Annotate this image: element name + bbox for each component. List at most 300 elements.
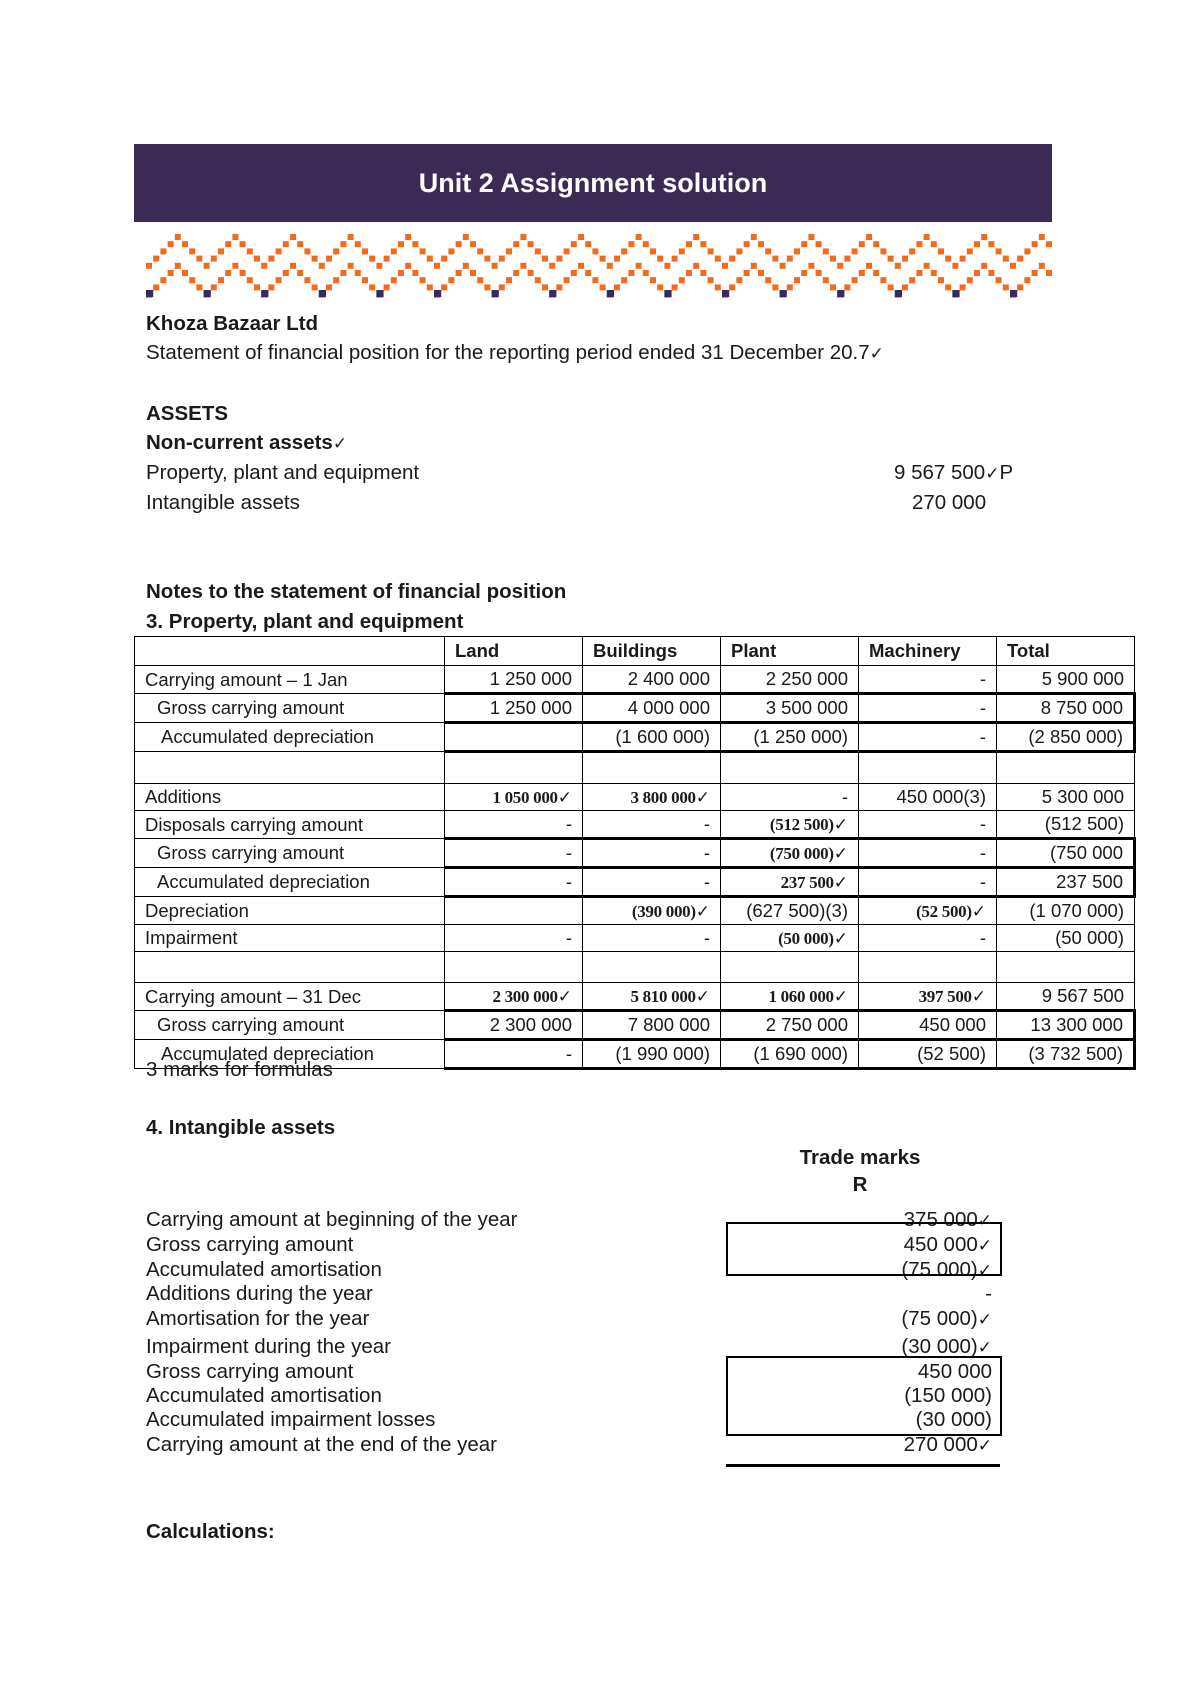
table-cell <box>859 952 997 983</box>
table-cell: (1 070 000) <box>997 897 1135 925</box>
pattern-square <box>153 256 159 262</box>
table-cell: - <box>583 925 721 952</box>
pattern-square <box>902 256 908 262</box>
table-cell: (1 690 000) <box>721 1040 859 1069</box>
pattern-dot <box>780 290 787 297</box>
intangible-row-value: (75 000)✓ <box>901 1258 992 1281</box>
pattern-square <box>326 284 332 290</box>
pattern-square <box>348 263 354 269</box>
pattern-dot <box>434 290 441 297</box>
tick-icon: ✓ <box>977 1338 992 1358</box>
row-label: Gross carrying amount <box>135 839 445 868</box>
pattern-square <box>427 284 433 290</box>
pattern-square <box>196 284 202 290</box>
intangible-row-value: (30 000) <box>915 1408 992 1431</box>
ppe-header-cell: Buildings <box>583 637 721 666</box>
pattern-square <box>276 277 282 283</box>
pattern-square <box>1039 234 1045 240</box>
pattern-square <box>852 248 858 254</box>
pattern-square <box>196 256 202 262</box>
pattern-square <box>470 241 476 247</box>
table-cell: 5 300 000 <box>997 784 1135 811</box>
pattern-square <box>146 263 152 269</box>
pattern-dot <box>146 290 153 297</box>
table-cell: - <box>859 839 997 868</box>
pattern-square <box>355 241 361 247</box>
pattern-square <box>571 241 577 247</box>
pattern-square <box>859 270 865 276</box>
pattern-square <box>340 270 346 276</box>
pattern-square <box>1003 256 1009 262</box>
pattern-square <box>384 256 390 262</box>
pattern-square <box>405 234 411 240</box>
tick-icon: ✓ <box>332 434 348 454</box>
table-cell: (750 000 <box>997 839 1135 868</box>
pattern-square <box>340 241 346 247</box>
table-cell: 1 250 000 <box>445 666 583 694</box>
pattern-square <box>686 241 692 247</box>
pattern-square <box>556 284 562 290</box>
pattern-square <box>628 270 634 276</box>
pattern-square <box>924 263 930 269</box>
pattern-square <box>592 277 598 283</box>
pattern-square <box>607 263 613 269</box>
table-cell <box>721 952 859 983</box>
pattern-square <box>708 277 714 283</box>
pattern-square <box>801 241 807 247</box>
ppe-header-cell: Machinery <box>859 637 997 666</box>
pattern-square <box>1032 241 1038 247</box>
pattern-square <box>751 263 757 269</box>
tick-icon: ✓ <box>557 787 572 808</box>
pattern-square <box>592 248 598 254</box>
table-cell <box>997 952 1135 983</box>
intangible-row-label: Accumulated amortisation <box>146 1258 382 1281</box>
intangible-row-value: 450 000✓ <box>903 1233 992 1256</box>
pattern-square <box>938 277 944 283</box>
trademarks-unit: R <box>852 1173 868 1196</box>
table-cell: - <box>859 666 997 694</box>
intangible-row-label: Gross carrying amount <box>146 1233 354 1256</box>
pattern-square <box>232 263 238 269</box>
pattern-dot <box>549 290 556 297</box>
intangible-row-label: Accumulated impairment losses <box>146 1408 436 1431</box>
pattern-square <box>643 270 649 276</box>
pattern-square <box>420 277 426 283</box>
pattern-square <box>369 284 375 290</box>
intangible-row-label: Carrying amount at the end of the year <box>146 1433 497 1456</box>
pattern-square <box>952 263 958 269</box>
row-label <box>135 752 445 784</box>
pattern-square <box>204 263 210 269</box>
pattern-square <box>420 248 426 254</box>
intangible-row-value: (30 000)✓ <box>901 1335 992 1358</box>
pattern-square <box>780 263 786 269</box>
pattern-square <box>427 256 433 262</box>
table-cell: 3 500 000 <box>721 694 859 723</box>
pattern-square <box>873 241 879 247</box>
pattern-dot <box>492 290 499 297</box>
pattern-square <box>736 277 742 283</box>
table-cell <box>721 752 859 784</box>
intangible-row-label: Gross carrying amount <box>146 1360 354 1383</box>
pattern-square <box>744 270 750 276</box>
tick-icon: ✓ <box>833 986 848 1007</box>
pattern-square <box>830 284 836 290</box>
pattern-square <box>348 234 354 240</box>
pattern-square <box>312 256 318 262</box>
pattern-square <box>657 256 663 262</box>
pattern-square <box>600 256 606 262</box>
pattern-square <box>160 277 166 283</box>
pattern-square <box>729 284 735 290</box>
pattern-square <box>434 263 440 269</box>
opening-breakdown-box <box>726 1222 1002 1276</box>
table-row <box>135 868 1135 897</box>
row-label: Gross carrying amount <box>135 1011 445 1040</box>
pattern-square <box>520 234 526 240</box>
pattern-dot <box>895 290 902 297</box>
pattern-square <box>873 270 879 276</box>
table-cell: - <box>859 868 997 897</box>
pattern-square <box>484 284 490 290</box>
pattern-square <box>816 270 822 276</box>
pattern-square <box>938 248 944 254</box>
pattern-square <box>160 248 166 254</box>
pattern-square <box>787 284 793 290</box>
pattern-square <box>268 284 274 290</box>
pattern-square <box>398 270 404 276</box>
pattern-square <box>391 248 397 254</box>
pattern-square <box>168 270 174 276</box>
tick-icon: ✓ <box>833 843 848 864</box>
intangible-label: Intangible assets <box>146 491 300 514</box>
pattern-square <box>981 263 987 269</box>
pattern-dot <box>1010 290 1017 297</box>
row-label <box>135 952 445 983</box>
table-cell: 450 000(3) <box>859 784 997 811</box>
pattern-square <box>448 248 454 254</box>
pattern-square <box>506 277 512 283</box>
pattern-square <box>866 234 872 240</box>
pattern-square <box>412 270 418 276</box>
table-cell: (1 990 000) <box>583 1040 721 1069</box>
table-cell: - <box>445 868 583 897</box>
ppe-label: Property, plant and equipment <box>146 461 420 484</box>
pattern-square <box>672 256 678 262</box>
pattern-square <box>448 277 454 283</box>
pattern-square <box>535 248 541 254</box>
table-cell: 9 567 500 <box>997 983 1135 1011</box>
pattern-square <box>880 277 886 283</box>
intangible-heading: 4. Intangible assets <box>146 1116 336 1139</box>
pattern-square <box>283 241 289 247</box>
pattern-square <box>974 270 980 276</box>
row-label: Accumulated depreciation <box>135 723 445 752</box>
pattern-dot <box>952 290 959 297</box>
table-cell <box>445 752 583 784</box>
pattern-square <box>693 263 699 269</box>
pattern-square <box>362 248 368 254</box>
table-cell: - <box>583 839 721 868</box>
pattern-square <box>463 263 469 269</box>
table-cell: - <box>859 811 997 839</box>
pattern-square <box>456 241 462 247</box>
table-cell: 2 250 000 <box>721 666 859 694</box>
table-row <box>135 897 1135 925</box>
tick-icon: ✓ <box>695 787 710 808</box>
pattern-square <box>916 270 922 276</box>
pattern-square <box>787 256 793 262</box>
tick-icon: ✓ <box>977 1261 992 1281</box>
pattern-square <box>175 234 181 240</box>
noncurrent-heading: Non-current assets✓ <box>146 431 348 454</box>
pattern-square <box>290 263 296 269</box>
pattern-square <box>801 270 807 276</box>
pattern-square <box>967 277 973 283</box>
row-label: Disposals carrying amount <box>135 811 445 839</box>
tick-icon: ✓ <box>695 901 710 922</box>
pattern-square <box>960 284 966 290</box>
intangible-row-value: 375 000✓ <box>903 1208 992 1231</box>
table-row <box>135 723 1135 752</box>
table-cell: (390 000)✓ <box>583 897 721 925</box>
table-row <box>135 811 1135 839</box>
table-cell: - <box>583 868 721 897</box>
pattern-square <box>391 277 397 283</box>
pattern-square <box>895 263 901 269</box>
pattern-square <box>477 248 483 254</box>
table-cell: (50 000) <box>997 925 1135 952</box>
pattern-square <box>823 277 829 283</box>
table-cell <box>997 752 1135 784</box>
total-underline <box>726 1464 1000 1467</box>
table-cell <box>445 723 583 752</box>
pattern-square <box>225 270 231 276</box>
table-row <box>135 1011 1135 1040</box>
table-row <box>135 925 1135 952</box>
pattern-square <box>571 270 577 276</box>
pattern-square <box>830 256 836 262</box>
pattern-square <box>564 277 570 283</box>
intangible-row-value: - <box>985 1282 992 1305</box>
pattern-square <box>369 256 375 262</box>
pattern-square <box>700 270 706 276</box>
pattern-square <box>888 256 894 262</box>
row-label: Carrying amount – 1 Jan <box>135 666 445 694</box>
row-label: Impairment <box>135 925 445 952</box>
pattern-square <box>924 234 930 240</box>
pattern-square <box>967 248 973 254</box>
pattern-square <box>916 241 922 247</box>
pattern-square <box>585 270 591 276</box>
table-row <box>135 694 1135 723</box>
intangible-value: 270 000 <box>912 491 987 514</box>
pattern-square <box>261 263 267 269</box>
pattern-square <box>643 241 649 247</box>
tick-icon: ✓ <box>971 901 986 922</box>
calculations-heading: Calculations: <box>146 1520 275 1543</box>
pattern-square <box>722 263 728 269</box>
pattern-square <box>794 248 800 254</box>
row-label: Carrying amount – 31 Dec <box>135 983 445 1011</box>
pattern-square <box>240 270 246 276</box>
tick-icon: ✓ <box>977 1436 992 1456</box>
pattern-square <box>276 248 282 254</box>
pattern-square <box>664 263 670 269</box>
pattern-square <box>333 248 339 254</box>
table-cell: 8 750 000 <box>997 694 1135 723</box>
zigzag-pattern <box>146 232 1052 302</box>
pattern-square <box>405 263 411 269</box>
table-cell: 1 050 000✓ <box>445 784 583 811</box>
table-cell: (512 500)✓ <box>721 811 859 839</box>
table-cell: 450 000 <box>859 1011 997 1040</box>
pattern-square <box>456 270 462 276</box>
table-cell: 397 500✓ <box>859 983 997 1011</box>
table-cell: 2 300 000 <box>445 1011 583 1040</box>
pattern-square <box>744 241 750 247</box>
pattern-dot <box>319 290 326 297</box>
table-cell: (3 732 500) <box>997 1040 1135 1069</box>
pattern-square <box>326 256 332 262</box>
table-cell <box>583 752 721 784</box>
pattern-dot <box>664 290 671 297</box>
table-cell: (52 500)✓ <box>859 897 997 925</box>
pattern-square <box>981 234 987 240</box>
ppe-note-heading: 3. Property, plant and equipment <box>146 610 464 633</box>
table-row <box>135 666 1135 694</box>
table-cell: 13 300 000 <box>997 1011 1135 1040</box>
pattern-square <box>621 248 627 254</box>
table-cell <box>445 897 583 925</box>
table-cell: - <box>859 694 997 723</box>
pattern-square <box>463 234 469 240</box>
table-cell <box>583 952 721 983</box>
pattern-square <box>232 234 238 240</box>
pattern-square <box>528 270 534 276</box>
intangible-row-value: (75 000)✓ <box>901 1307 992 1330</box>
pattern-square <box>758 241 764 247</box>
pattern-square <box>1032 270 1038 276</box>
tick-icon: ✓ <box>971 986 986 1007</box>
pattern-square <box>312 284 318 290</box>
pattern-dot <box>607 290 614 297</box>
pattern-square <box>218 277 224 283</box>
pattern-square <box>585 241 591 247</box>
pattern-dot <box>722 290 729 297</box>
pattern-square <box>189 277 195 283</box>
intangible-row-label: Amortisation for the year <box>146 1307 370 1330</box>
table-cell: (1 600 000) <box>583 723 721 752</box>
table-cell: - <box>583 811 721 839</box>
pattern-square <box>578 263 584 269</box>
pattern-square <box>168 241 174 247</box>
tick-icon: ✓ <box>833 872 848 893</box>
pattern-square <box>499 284 505 290</box>
pattern-square <box>333 277 339 283</box>
tick-icon: ✓ <box>833 814 848 835</box>
pattern-square <box>304 248 310 254</box>
pattern-dot <box>376 290 383 297</box>
table-cell: - <box>859 925 997 952</box>
pattern-square <box>535 277 541 283</box>
pattern-square <box>621 277 627 283</box>
table-cell: - <box>721 784 859 811</box>
pattern-square <box>542 256 548 262</box>
table-cell: (512 500) <box>997 811 1135 839</box>
pattern-square <box>636 263 642 269</box>
pattern-square <box>182 270 188 276</box>
pattern-square <box>715 256 721 262</box>
table-cell: 2 400 000 <box>583 666 721 694</box>
pattern-square <box>816 241 822 247</box>
pattern-square <box>175 263 181 269</box>
pattern-square <box>211 256 217 262</box>
pattern-square <box>499 256 505 262</box>
pattern-square <box>247 277 253 283</box>
tick-icon: ✓ <box>977 1236 992 1256</box>
tick-icon: ✓ <box>557 986 572 1007</box>
pattern-square <box>844 284 850 290</box>
ppe-header-cell: Land <box>445 637 583 666</box>
table-cell <box>859 752 997 784</box>
pattern-square <box>628 241 634 247</box>
intangible-row-label: Carrying amount at beginning of the year <box>146 1208 518 1231</box>
pattern-square <box>715 284 721 290</box>
table-cell <box>445 952 583 983</box>
pattern-square <box>304 277 310 283</box>
table-row <box>135 752 1135 784</box>
pattern-square <box>600 284 606 290</box>
table-cell: 5 810 000✓ <box>583 983 721 1011</box>
tick-icon: ✓ <box>869 344 884 364</box>
pattern-square <box>484 256 490 262</box>
pattern-dot <box>204 290 211 297</box>
ppe-header-row <box>135 637 1135 666</box>
pattern-square <box>254 256 260 262</box>
pattern-square <box>513 270 519 276</box>
table-row <box>135 983 1135 1011</box>
ppe-header-cell: Plant <box>721 637 859 666</box>
pattern-square <box>189 248 195 254</box>
formula-note: 3 marks for formulas <box>146 1058 333 1081</box>
pattern-square <box>283 270 289 276</box>
pattern-square <box>247 248 253 254</box>
pattern-square <box>1039 263 1045 269</box>
tick-icon: ✓ <box>833 928 848 949</box>
tick-icon: ✓ <box>977 1211 992 1231</box>
table-cell: 4 000 000 <box>583 694 721 723</box>
pattern-square <box>736 248 742 254</box>
pattern-square <box>218 248 224 254</box>
pattern-square <box>470 270 476 276</box>
pattern-square <box>996 248 1002 254</box>
pattern-square <box>614 256 620 262</box>
pattern-square <box>988 241 994 247</box>
pattern-square <box>808 263 814 269</box>
pattern-square <box>909 277 915 283</box>
pattern-square <box>1024 248 1030 254</box>
pattern-square <box>960 256 966 262</box>
pattern-square <box>520 263 526 269</box>
pattern-square <box>823 248 829 254</box>
pattern-square <box>866 263 872 269</box>
pattern-square <box>506 248 512 254</box>
pattern-square <box>693 234 699 240</box>
pattern-square <box>765 248 771 254</box>
intangible-row-value: 450 000 <box>917 1360 992 1383</box>
